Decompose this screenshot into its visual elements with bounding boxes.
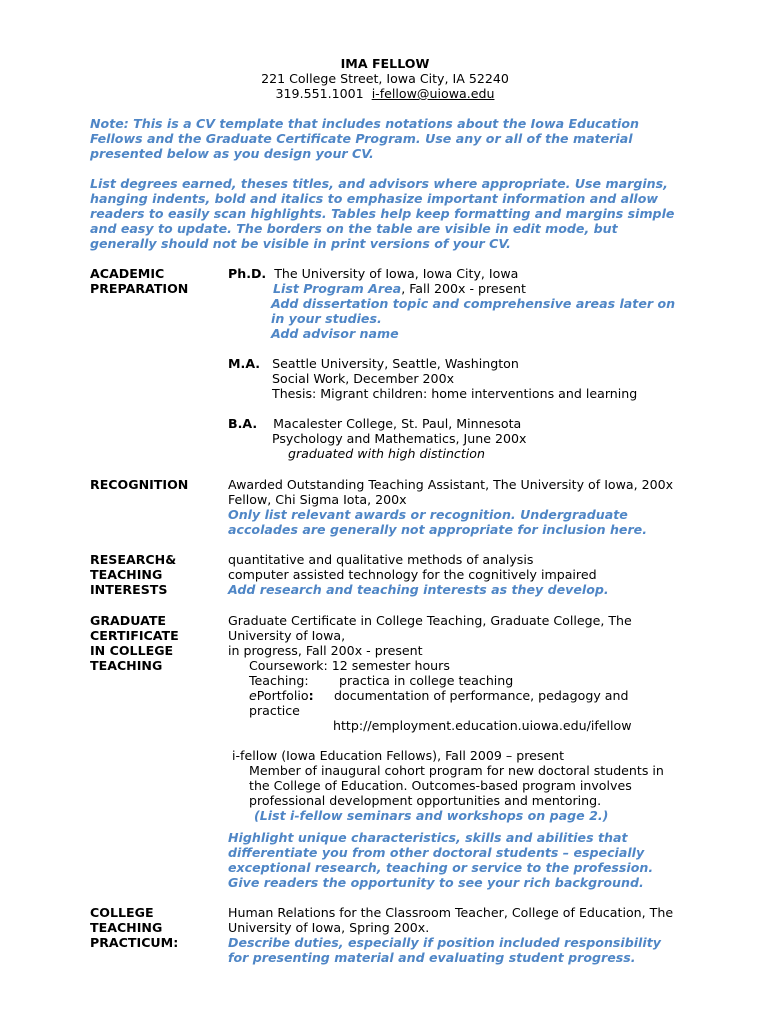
eportfolio-e: e (249, 688, 257, 703)
ifellow-line: professional development opportunities and mentoring. (249, 793, 602, 808)
cv-name: IMA FELLOW (340, 56, 430, 71)
format-note-line: List degrees earned, theses titles, and advisors where appropriate. Use margins, (90, 176, 668, 191)
practicum-note: for presenting material and evaluating student progress. (228, 950, 636, 965)
ma-thesis: Thesis: Migrant children: home interventions and learning (272, 386, 638, 401)
format-note-line: generally should not be visible in print versions of your CV. (90, 236, 511, 251)
certificate-note: differentiate you from other doctoral students – especially (228, 845, 645, 860)
cv-contact (0, 86, 770, 101)
certificate-note: Give readers the opportunity to see your rich background. (228, 875, 644, 890)
certificate-coursework: Coursework: 12 semester hours (249, 658, 450, 673)
ifellow-line: the College of Education. Outcomes-based program involves (249, 778, 632, 793)
section-label-interests: INTERESTS (90, 582, 168, 597)
phd-school: The University of Iowa, Iowa City, Iowa (274, 266, 519, 281)
section-label-certificate: GRADUATE (90, 613, 167, 628)
phd-degree: Ph.D. (228, 266, 267, 281)
section-label-certificate: IN COLLEGE (90, 643, 174, 658)
recognition-item: Fellow, Chi Sigma Iota, 200x (228, 492, 407, 507)
phd-program-note: List Program Area (273, 281, 402, 296)
practicum-note: Describe duties, especially if position included responsibility (228, 935, 661, 950)
certificate-eportfolio-value: practice (249, 703, 300, 718)
ma-field: Social Work, December 200x (272, 371, 455, 386)
section-label-certificate: TEACHING (90, 658, 163, 673)
phd-program-line (273, 281, 526, 296)
ba-degree: B.A. (228, 416, 258, 431)
section-label-practicum: PRACTICUM: (90, 935, 179, 950)
recognition-note: accolades are generally not appropriate for inclusion here. (228, 522, 647, 537)
ma-line (228, 356, 519, 371)
certificate-note: exceptional research, teaching or service to the profession. (228, 860, 654, 875)
ifellow-note: (List i-fellow seminars and workshops on page 2.) (254, 808, 609, 823)
intro-note-line: Fellows and the Graduate Certificate Program. Use any or all of the material (90, 131, 633, 146)
certificate-eportfolio-value: documentation of performance, pedagogy and (334, 688, 629, 703)
phd-note: Add dissertation topic and comprehensive areas later on (271, 296, 676, 311)
interest-item: computer assisted technology for the cognitively impaired (228, 567, 597, 582)
certificate-note: Highlight unique characteristics, skills and abilities that (228, 830, 628, 845)
certificate-line: University of Iowa, (228, 628, 346, 643)
section-label-certificate: CERTIFICATE (90, 628, 179, 643)
cv-email-link[interactable]: i-fellow@uiowa.edu (371, 86, 495, 101)
format-note-line: readers to easily scan highlights. Tables help keep formatting and margins simple (90, 206, 675, 221)
section-label-academic: PREPARATION (90, 281, 189, 296)
certificate-line: Graduate Certificate in College Teaching, Graduate College, The (228, 613, 632, 628)
phd-note: Add advisor name (271, 326, 399, 341)
phd-program-dates: , Fall 200x - present (401, 281, 526, 296)
section-label-academic: ACADEMIC (90, 266, 165, 281)
section-label-interests: RESEARCH& (90, 552, 177, 567)
section-label-interests: TEACHING (90, 567, 163, 582)
certificate-eportfolio-label (249, 688, 314, 703)
recognition-note: Only list relevant awards or recognition. Undergraduate (228, 507, 628, 522)
ma-school: Seattle University, Seattle, Washington (272, 356, 519, 371)
phd-line (228, 266, 518, 281)
practicum-line: University of Iowa, Spring 200x. (228, 920, 430, 935)
ba-school: Macalester College, St. Paul, Minnesota (273, 416, 522, 431)
ma-degree: M.A. (228, 356, 261, 371)
section-label-practicum: TEACHING (90, 920, 163, 935)
eportfolio-colon: : (308, 688, 314, 703)
ba-field: Psychology and Mathematics, June 200x (272, 431, 527, 446)
format-note-line: and easy to update. The borders on the table are visible in edit mode, but (90, 221, 618, 236)
recognition-item: Awarded Outstanding Teaching Assistant, The University of Iowa, 200x (228, 477, 674, 492)
section-label-practicum: COLLEGE (90, 905, 154, 920)
ifellow-title: i-fellow (Iowa Education Fellows), Fall 2009 – present (232, 748, 565, 763)
certificate-teaching-label: Teaching: (249, 673, 309, 688)
cv-address: 221 College Street, Iowa City, IA 52240 (261, 71, 509, 86)
practicum-line: Human Relations for the Classroom Teacher, College of Education, The (228, 905, 674, 920)
certificate-teaching-value: practica in college teaching (339, 673, 514, 688)
ba-line (228, 416, 521, 431)
interests-note: Add research and teaching interests as they develop. (228, 582, 609, 597)
cv-phone: 319.551.1001 (275, 86, 364, 101)
phd-note: in your studies. (271, 311, 382, 326)
format-note-line: hanging indents, bold and italics to emphasize important information and allow (90, 191, 659, 206)
intro-note-line: presented below as you design your CV. (90, 146, 374, 161)
ifellow-line: Member of inaugural cohort program for new doctoral students in (249, 763, 664, 778)
eportfolio-word: Portfolio (256, 688, 309, 703)
interest-item: quantitative and qualitative methods of analysis (228, 552, 534, 567)
section-label-recognition: RECOGNITION (90, 477, 189, 492)
certificate-url[interactable]: http://employment.education.uiowa.edu/ifellow (333, 718, 632, 733)
ba-honor: graduated with high distinction (288, 446, 485, 461)
certificate-line: in progress, Fall 200x - present (228, 643, 423, 658)
intro-note-line: Note: This is a CV template that includes notations about the Iowa Education (90, 116, 639, 131)
